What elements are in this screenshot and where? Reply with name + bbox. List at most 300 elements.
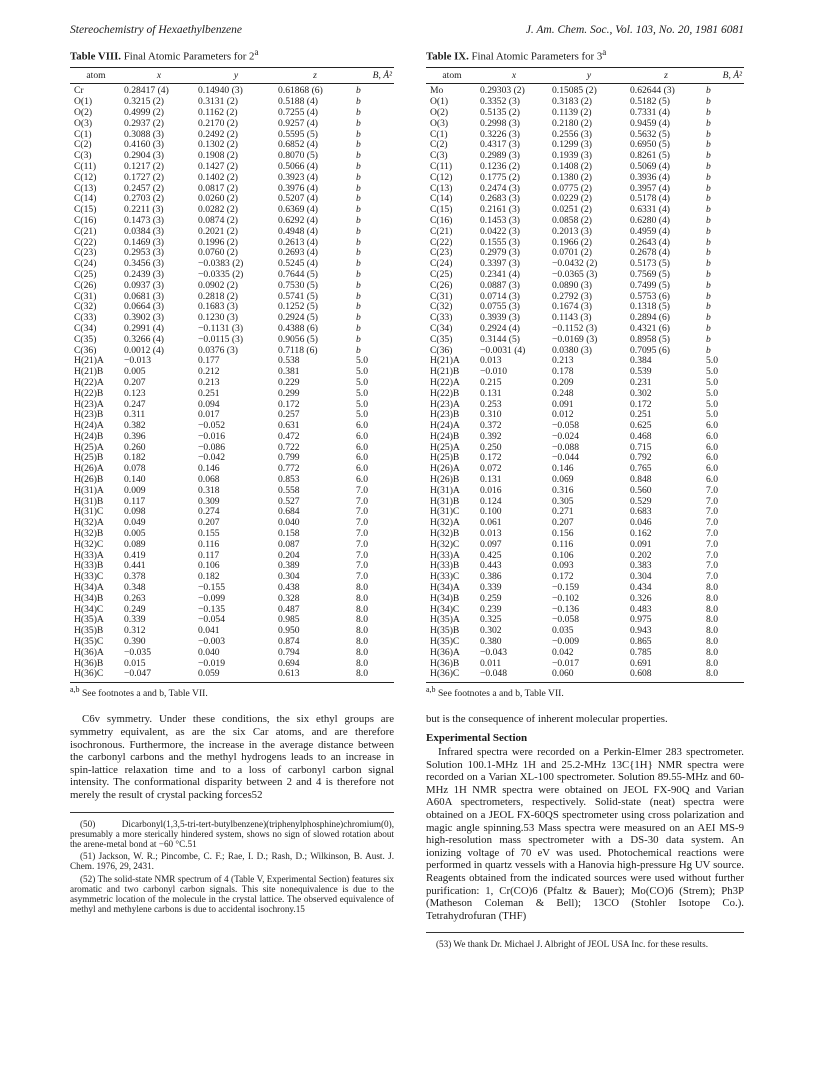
cell-x: 0.29303 (2)	[480, 85, 525, 97]
cell-y: 0.178	[552, 366, 574, 378]
cell-y: 0.1966 (2)	[552, 236, 592, 248]
cell-atom: H(26)A	[430, 463, 460, 475]
table-row	[426, 281, 744, 292]
cell-x: 0.441	[124, 560, 146, 572]
footnote-53: (53) We thank Dr. Michael J. Albright of JEOL USA Inc. for these results.	[436, 939, 709, 950]
cell-b: b	[356, 290, 361, 302]
cell-atom: C(1)	[74, 128, 92, 140]
cell-x: 0.2991 (4)	[124, 322, 164, 334]
cell-x: 0.3352 (3)	[480, 96, 520, 108]
cell-b: 5.0	[706, 387, 718, 399]
cell-b: 6.0	[356, 441, 368, 453]
table-row	[426, 594, 744, 605]
cell-x: 0.3397 (3)	[480, 258, 520, 270]
table-row	[426, 529, 744, 540]
cell-y: −0.159	[552, 582, 579, 594]
cell-z: 0.434	[630, 582, 652, 594]
table-row	[70, 551, 394, 562]
table-row	[426, 637, 744, 648]
cell-x: 0.215	[480, 376, 502, 388]
cell-atom: H(25)A	[430, 441, 460, 453]
cell-b: b	[356, 160, 361, 172]
table-viii-caption-sup: a	[254, 47, 259, 57]
cell-y: −0.099	[198, 592, 225, 604]
table-row	[426, 367, 744, 378]
right-column	[426, 47, 744, 952]
cell-b: b	[706, 301, 711, 313]
cell-z: 0.229	[278, 376, 300, 388]
cell-z: 0.4388 (6)	[278, 322, 318, 334]
cell-x: 0.124	[480, 495, 502, 507]
table-row	[70, 453, 394, 464]
cell-z: 0.985	[278, 614, 300, 626]
cell-b: 6.0	[706, 463, 718, 475]
cell-b: b	[356, 279, 361, 291]
cell-atom: H(32)B	[430, 528, 460, 540]
cell-atom: C(16)	[74, 214, 97, 226]
cell-z: 0.5245 (4)	[278, 258, 318, 270]
cell-b: 7.0	[706, 571, 718, 583]
table-viii-caption	[70, 47, 394, 63]
cell-b: 8.0	[356, 614, 368, 626]
cell-x: 0.250	[480, 441, 502, 453]
cell-x: 0.3902 (3)	[124, 312, 164, 324]
cell-b: b	[356, 225, 361, 237]
cell-y: 0.041	[198, 625, 220, 637]
cell-atom: C(15)	[74, 204, 97, 216]
cell-z: 0.087	[278, 538, 300, 550]
cell-z: 0.5207 (4)	[278, 193, 318, 205]
cell-z: 0.5632 (5)	[630, 128, 670, 140]
cell-b: b	[706, 193, 711, 205]
cell-x: 0.097	[480, 538, 502, 550]
cell-x: 0.0422 (3)	[480, 225, 520, 237]
cell-b: 5.0	[356, 376, 368, 388]
cell-y: 0.0858 (2)	[552, 214, 592, 226]
cell-z: 0.722	[278, 441, 300, 453]
cell-z: 0.384	[630, 355, 652, 367]
cell-y: 0.146	[552, 463, 574, 475]
cell-b: 7.0	[356, 538, 368, 550]
cell-b: 8.0	[706, 592, 718, 604]
cell-z: 0.765	[630, 463, 652, 475]
cell-x: 0.2703 (2)	[124, 193, 164, 205]
cell-atom: O(3)	[74, 117, 93, 129]
cell-z: 0.691	[630, 657, 652, 669]
cell-y: 0.0874 (2)	[198, 214, 238, 226]
cell-b: b	[356, 193, 361, 205]
cell-z: 0.6331 (4)	[630, 204, 670, 216]
cell-b: 5.0	[356, 366, 368, 378]
col-header-z: z	[628, 67, 704, 84]
cell-x: 0.016	[480, 484, 502, 496]
cell-y: −0.0432 (2)	[552, 258, 598, 270]
cell-b: 6.0	[356, 474, 368, 486]
cell-y: 0.3183 (2)	[552, 96, 592, 108]
cell-b: b	[706, 247, 711, 259]
table-row	[426, 378, 744, 389]
table-row	[426, 518, 744, 529]
cell-y: −0.058	[552, 420, 579, 432]
cell-atom: Mo	[430, 85, 444, 97]
cell-z: 0.7118 (6)	[278, 344, 318, 356]
cell-atom: H(34)B	[430, 592, 460, 604]
table-row	[426, 551, 744, 562]
cell-z: 0.2678 (4)	[630, 247, 670, 259]
cell-atom: C(22)	[74, 236, 97, 248]
cell-z: 0.558	[278, 484, 300, 496]
cell-x: 0.2998 (3)	[480, 117, 520, 129]
footnote-rule	[426, 932, 744, 933]
cell-z: 0.9056 (5)	[278, 333, 318, 345]
cell-x: 0.078	[124, 463, 146, 475]
cell-y: 0.1683 (3)	[198, 301, 238, 313]
cell-x: 0.182	[124, 452, 146, 464]
cell-atom: H(26)B	[430, 474, 460, 486]
cell-x: 0.4317 (3)	[480, 139, 520, 151]
cell-x: −0.035	[124, 646, 151, 658]
cell-x: 0.1775 (2)	[480, 171, 520, 183]
cell-x: 0.249	[124, 603, 146, 615]
cell-b: 5.0	[706, 366, 718, 378]
cell-y: 0.251	[198, 387, 220, 399]
cell-x: 0.061	[480, 517, 502, 529]
cell-y: 0.017	[198, 409, 220, 421]
cell-y: −0.102	[552, 592, 579, 604]
cell-y: −0.1131 (3)	[198, 322, 244, 334]
cell-x: 0.3144 (5)	[480, 333, 520, 345]
table-ix-footnote-text: See footnotes a and b, Table VII.	[437, 688, 564, 700]
cell-y: 0.1299 (3)	[552, 139, 592, 151]
cell-atom: C(12)	[430, 171, 453, 183]
cell-atom: O(1)	[74, 96, 93, 108]
cell-z: 0.538	[278, 355, 300, 367]
cell-x: 0.2161 (3)	[480, 204, 520, 216]
cell-x: 0.123	[124, 387, 146, 399]
cell-atom: O(3)	[430, 117, 449, 129]
cell-z: 0.799	[278, 452, 300, 464]
cell-x: 0.311	[124, 409, 146, 421]
cell-y: −0.009	[552, 636, 579, 648]
cell-y: 0.1162 (2)	[198, 106, 238, 118]
col-header-y: y	[196, 67, 276, 84]
cell-y: −0.0335 (2)	[198, 268, 244, 280]
cell-y: 0.316	[552, 484, 574, 496]
table-row	[426, 227, 744, 238]
cell-atom: H(31)B	[74, 495, 104, 507]
cell-atom: H(25)A	[74, 441, 104, 453]
cell-b: 8.0	[706, 646, 718, 658]
cell-b: b	[706, 344, 711, 356]
cell-y: 0.1408 (2)	[552, 160, 592, 172]
table-row	[70, 421, 394, 432]
cell-y: −0.017	[552, 657, 579, 669]
cell-y: 0.035	[552, 625, 574, 637]
cell-b: 7.0	[356, 549, 368, 561]
cell-z: 0.848	[630, 474, 652, 486]
table-ix-label: Table IX.	[426, 50, 469, 63]
cell-atom: H(32)A	[74, 517, 104, 529]
col-header-atom: atom	[70, 67, 122, 84]
cell-x: 0.100	[480, 506, 502, 518]
cell-b: 6.0	[356, 463, 368, 475]
cell-y: 0.2818 (2)	[198, 290, 238, 302]
cell-y: 0.182	[198, 571, 220, 583]
cell-y: 0.14940 (3)	[198, 85, 243, 97]
cell-atom: C(21)	[74, 225, 97, 237]
cell-x: 0.2474 (3)	[480, 182, 520, 194]
cell-y: 0.305	[552, 495, 574, 507]
cell-y: 0.1674 (3)	[552, 301, 592, 313]
cell-z: 0.299	[278, 387, 300, 399]
cell-y: 0.059	[196, 669, 276, 682]
cell-y: 0.207	[552, 517, 574, 529]
table-row	[70, 518, 394, 529]
cell-y: 0.1939 (3)	[552, 150, 592, 162]
table-ix	[426, 67, 744, 684]
cell-x: 0.2979 (3)	[480, 247, 520, 259]
cell-z: 0.5753 (6)	[630, 290, 670, 302]
cell-atom: H(24)A	[74, 420, 104, 432]
table-viii-title: Final Atomic Parameters for 2	[123, 50, 255, 63]
cell-x: 0.131	[480, 387, 502, 399]
cell-b: b	[706, 333, 711, 345]
cell-y: 0.0282 (2)	[198, 204, 238, 216]
cell-b: 8.0	[706, 603, 718, 615]
cell-b: 6.0	[706, 452, 718, 464]
cell-z: 0.529	[630, 495, 652, 507]
table-viii-header-row	[70, 67, 394, 84]
cell-y: 0.116	[552, 538, 574, 550]
cell-z: 0.7569 (5)	[630, 268, 670, 280]
cell-z: 0.975	[630, 614, 652, 626]
cell-y: 0.068	[198, 474, 220, 486]
table-row	[70, 605, 394, 616]
cell-b: 5.0	[356, 398, 368, 410]
cell-atom: H(21)B	[74, 366, 104, 378]
table-row	[70, 335, 394, 346]
table-row	[426, 572, 744, 583]
cell-y: −0.019	[198, 657, 225, 669]
cell-z: 0.172	[278, 398, 300, 410]
cell-y: −0.0169 (3)	[552, 333, 598, 345]
cell-z: 0.2894 (6)	[630, 312, 670, 324]
cell-x: 0.005	[124, 366, 146, 378]
cell-b: b	[356, 204, 361, 216]
table-row	[426, 659, 744, 670]
cell-y: 0.1302 (2)	[198, 139, 238, 151]
cell-atom: H(23)B	[74, 409, 104, 421]
table-row	[426, 626, 744, 637]
cell-y: 0.209	[552, 376, 574, 388]
cell-atom: C(34)	[430, 322, 453, 334]
table-row	[70, 637, 394, 648]
cell-y: 0.116	[198, 538, 220, 550]
cell-b: b	[356, 171, 361, 183]
cell-b: b	[706, 106, 711, 118]
cell-y: 0.040	[198, 646, 220, 658]
cell-z: 0.3923 (4)	[278, 171, 318, 183]
table-row	[70, 659, 394, 670]
cell-atom: C(32)	[430, 301, 453, 313]
cell-x: 0.013	[480, 528, 502, 540]
cell-b: b	[706, 214, 711, 226]
cell-z: 0.874	[278, 636, 300, 648]
table-ix-body	[426, 84, 744, 683]
table-row	[70, 227, 394, 238]
cell-b: 8.0	[706, 582, 718, 594]
cell-y: 0.0890 (3)	[552, 279, 592, 291]
cell-atom: C(31)	[430, 290, 453, 302]
cell-z: 0.683	[630, 506, 652, 518]
cell-x: 0.2989 (3)	[480, 150, 520, 162]
cell-x: 0.005	[124, 528, 146, 540]
cell-z: 0.302	[630, 387, 652, 399]
table-row	[70, 119, 394, 130]
cell-atom: H(33)A	[74, 549, 104, 561]
cell-b: b	[706, 96, 711, 108]
cell-b: b	[356, 322, 361, 334]
cell-x: −0.048	[478, 669, 550, 682]
cell-atom: C(26)	[430, 279, 453, 291]
cell-z: 0.381	[278, 366, 300, 378]
cell-b: b	[356, 344, 361, 356]
cell-y: −0.052	[198, 420, 225, 432]
cell-z: 0.9459 (4)	[630, 117, 670, 129]
cell-x: 0.390	[124, 636, 146, 648]
cell-y: −0.003	[198, 636, 225, 648]
cell-y: 0.2492 (2)	[198, 128, 238, 140]
cell-z: 0.62644 (3)	[630, 85, 675, 97]
cell-y: 0.0251 (2)	[552, 204, 592, 216]
cell-b: b	[356, 258, 361, 270]
cell-atom: H(21)B	[430, 366, 460, 378]
cell-atom: O(1)	[430, 96, 449, 108]
cell-z: 0.7331 (4)	[630, 106, 670, 118]
table-ix-footnote	[426, 685, 744, 699]
cell-atom: H(35)B	[74, 625, 104, 637]
table-row	[426, 605, 744, 616]
table-row	[70, 367, 394, 378]
table-row	[426, 453, 744, 464]
table-row	[70, 583, 394, 594]
cell-z: 0.539	[630, 366, 652, 378]
table-row	[70, 626, 394, 637]
cell-y: 0.106	[552, 549, 574, 561]
table-row	[70, 378, 394, 389]
cell-y: −0.042	[198, 452, 225, 464]
cell-x: 0.072	[480, 463, 502, 475]
cell-y: 0.1143 (3)	[552, 312, 592, 324]
cell-atom: C(33)	[74, 312, 97, 324]
cell-x: 0.378	[124, 571, 146, 583]
cell-z: 0.61868 (6)	[278, 85, 323, 97]
cell-b: b	[356, 96, 361, 108]
cell-b: 7.0	[356, 517, 368, 529]
cell-x: 0.259	[480, 592, 502, 604]
cell-b: 8.0	[706, 657, 718, 669]
cell-z: 0.853	[278, 474, 300, 486]
cell-x: 0.0755 (3)	[480, 301, 520, 313]
cell-b: 6.0	[356, 452, 368, 464]
cell-b: b	[356, 268, 361, 280]
table-row	[426, 475, 744, 486]
cell-z: 0.3976 (4)	[278, 182, 318, 194]
cell-y: 0.117	[198, 549, 220, 561]
cell-b: 8.0	[704, 669, 744, 682]
cell-atom: H(22)B	[430, 387, 460, 399]
footnote-rule	[70, 812, 394, 813]
cell-atom: H(21)A	[74, 355, 104, 367]
cell-atom: H(33)A	[430, 549, 460, 561]
cell-b: 7.0	[356, 528, 368, 540]
cell-x: −0.0031 (4)	[480, 344, 526, 356]
cell-y: −0.016	[198, 430, 225, 442]
cell-z: 0.785	[630, 646, 652, 658]
cell-x: 0.2341 (4)	[480, 268, 520, 280]
cell-b: 7.0	[706, 538, 718, 550]
cell-z: 0.158	[278, 528, 300, 540]
cell-atom: H(26)A	[74, 463, 104, 475]
cell-b: b	[356, 214, 361, 226]
cell-b: 5.0	[706, 409, 718, 421]
table-row	[70, 281, 394, 292]
cell-y: −0.0115 (3)	[198, 333, 244, 345]
cell-atom: H(24)B	[430, 430, 460, 442]
table-row	[426, 173, 744, 184]
cell-z: 0.1318 (5)	[630, 301, 670, 313]
cell-x: 0.263	[124, 592, 146, 604]
cell-y: 0.1230 (3)	[198, 312, 238, 324]
cell-b: 5.0	[356, 409, 368, 421]
cell-x: 0.419	[124, 549, 146, 561]
cell-z: 0.2924 (5)	[278, 312, 318, 324]
cell-z: 0.468	[630, 430, 652, 442]
cell-x: 0.325	[480, 614, 502, 626]
table-viii-footnote-text: See footnotes a and b, Table VII.	[81, 688, 208, 700]
cell-atom: C(2)	[430, 139, 448, 151]
cell-z: 0.715	[630, 441, 652, 453]
cell-z: 0.5595 (5)	[278, 128, 318, 140]
cell-y: 0.0760 (2)	[198, 247, 238, 259]
cell-x: 0.2211 (3)	[124, 204, 164, 216]
cell-b: 5.0	[706, 398, 718, 410]
col-header-b: B, Å²	[354, 67, 394, 84]
table-row	[426, 410, 744, 421]
cell-x: 0.049	[124, 517, 146, 529]
cell-atom: H(32)B	[74, 528, 104, 540]
cell-atom: C(14)	[430, 193, 453, 205]
cell-x: 0.2937 (2)	[124, 117, 164, 129]
cell-z: 0.608	[628, 669, 704, 682]
cell-z: 0.625	[630, 420, 652, 432]
cell-x: 0.425	[480, 549, 502, 561]
table-row	[426, 561, 744, 572]
cell-b: b	[706, 85, 711, 97]
table-row	[70, 540, 394, 551]
cell-atom: C(21)	[430, 225, 453, 237]
cell-z: 0.5066 (4)	[278, 160, 318, 172]
cell-atom: H(32)C	[430, 538, 460, 550]
cell-x: 0.1727 (2)	[124, 171, 164, 183]
cell-atom: C(31)	[74, 290, 97, 302]
cell-y: 0.0817 (2)	[198, 182, 238, 194]
cell-z: 0.257	[278, 409, 300, 421]
cell-b: 7.0	[706, 517, 718, 529]
cell-z: 0.3957 (4)	[630, 182, 670, 194]
cell-atom: H(34)A	[430, 582, 460, 594]
cell-y: 0.212	[198, 366, 220, 378]
